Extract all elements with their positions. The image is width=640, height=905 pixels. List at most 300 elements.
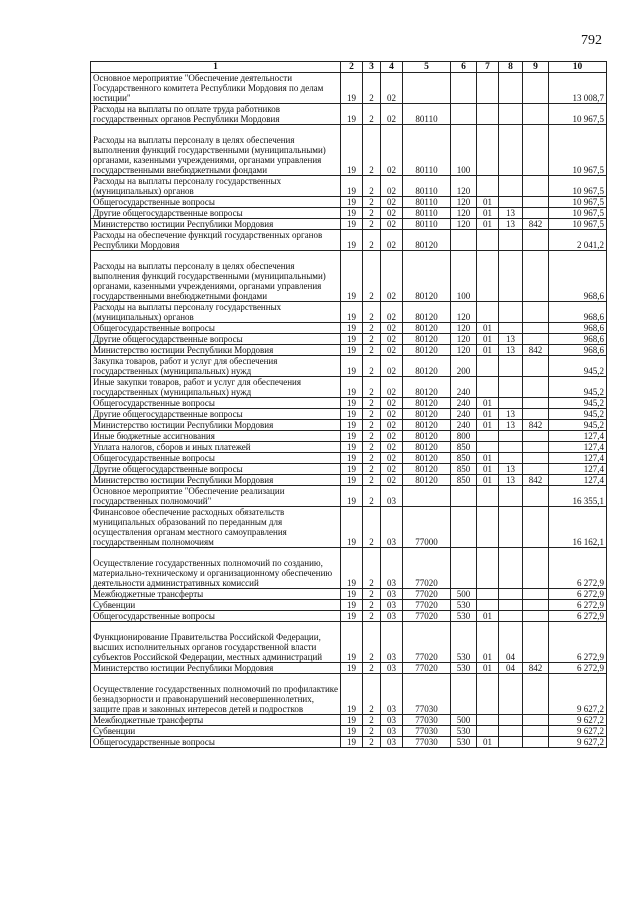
- amount-cell: 6 272,9: [549, 589, 607, 600]
- code-cell: 2: [363, 125, 381, 176]
- code-cell: [523, 197, 549, 208]
- amount-cell: 16 162,1: [549, 507, 607, 548]
- row-name-cell: Расходы на выплаты персоналу в целях обеспечения выполнения функций государственными (муниципальными) органами, казенными учреждениями, органами управления государственными внебюджетными фондами: [91, 251, 341, 302]
- code-cell: [477, 726, 499, 737]
- table-row: [91, 464, 607, 475]
- code-cell: 03: [381, 507, 403, 548]
- code-cell: 77020: [403, 548, 451, 589]
- code-cell: [499, 715, 523, 726]
- code-cell: [499, 737, 523, 748]
- code-cell: [523, 334, 549, 345]
- code-cell: 13: [499, 334, 523, 345]
- code-cell: [523, 356, 549, 377]
- table-row: [91, 726, 607, 737]
- code-cell: 02: [381, 230, 403, 251]
- code-cell: 19: [341, 345, 363, 356]
- code-cell: 02: [381, 377, 403, 398]
- column-header: 5: [403, 62, 451, 73]
- code-cell: 02: [381, 251, 403, 302]
- code-cell: [451, 104, 477, 125]
- code-cell: 80110: [403, 197, 451, 208]
- code-cell: 03: [381, 600, 403, 611]
- code-cell: 19: [341, 73, 363, 104]
- code-cell: 530: [451, 737, 477, 748]
- table-row: [91, 377, 607, 398]
- code-cell: 13: [499, 219, 523, 230]
- code-cell: [523, 431, 549, 442]
- code-cell: 19: [341, 377, 363, 398]
- code-cell: 530: [451, 600, 477, 611]
- code-cell: 2: [363, 600, 381, 611]
- code-cell: [477, 377, 499, 398]
- amount-cell: 6 272,9: [549, 663, 607, 674]
- table-row: [91, 431, 607, 442]
- code-cell: [499, 453, 523, 464]
- code-cell: [499, 197, 523, 208]
- code-cell: [477, 104, 499, 125]
- code-cell: 2: [363, 219, 381, 230]
- code-cell: 77030: [403, 674, 451, 715]
- row-name-cell: Уплата налогов, сборов и иных платежей: [91, 442, 341, 453]
- code-cell: 02: [381, 125, 403, 176]
- code-cell: 2: [363, 251, 381, 302]
- code-cell: [499, 323, 523, 334]
- table-row: [91, 398, 607, 409]
- row-name-cell: Общегосударственные вопросы: [91, 398, 341, 409]
- code-cell: 13: [499, 409, 523, 420]
- code-cell: [477, 589, 499, 600]
- amount-cell: 945,2: [549, 377, 607, 398]
- code-cell: 120: [451, 345, 477, 356]
- table-row: [91, 356, 607, 377]
- code-cell: 19: [341, 548, 363, 589]
- code-cell: 2: [363, 475, 381, 486]
- row-name-cell: Расходы на выплаты персоналу государственных (муниципальных) органов: [91, 302, 341, 323]
- row-name-cell: Финансовое обеспечение расходных обязательств муниципальных образований по переданным для осуществления органам местного самоуправления государственным полномочиям: [91, 507, 341, 548]
- code-cell: [499, 377, 523, 398]
- code-cell: 01: [477, 663, 499, 674]
- code-cell: 80120: [403, 420, 451, 431]
- code-cell: [523, 622, 549, 663]
- code-cell: [499, 589, 523, 600]
- code-cell: 19: [341, 409, 363, 420]
- code-cell: 2: [363, 334, 381, 345]
- column-header: 8: [499, 62, 523, 73]
- code-cell: 500: [451, 715, 477, 726]
- code-cell: 19: [341, 431, 363, 442]
- table-row: [91, 208, 607, 219]
- row-name-cell: Общегосударственные вопросы: [91, 197, 341, 208]
- amount-cell: 127,4: [549, 442, 607, 453]
- code-cell: 120: [451, 334, 477, 345]
- table-header-row: [91, 62, 607, 73]
- code-cell: 80120: [403, 251, 451, 302]
- code-cell: 2: [363, 486, 381, 507]
- amount-cell: 10 967,5: [549, 208, 607, 219]
- row-name-cell: Министерство юстиции Республики Мордовия: [91, 219, 341, 230]
- code-cell: 01: [477, 345, 499, 356]
- code-cell: [499, 125, 523, 176]
- code-cell: 19: [341, 464, 363, 475]
- code-cell: 530: [451, 726, 477, 737]
- code-cell: 02: [381, 208, 403, 219]
- table-body: [91, 73, 607, 748]
- code-cell: 2: [363, 464, 381, 475]
- code-cell: 19: [341, 230, 363, 251]
- code-cell: 01: [477, 197, 499, 208]
- code-cell: [523, 453, 549, 464]
- table-row: [91, 73, 607, 104]
- code-cell: 19: [341, 442, 363, 453]
- code-cell: 80120: [403, 356, 451, 377]
- code-cell: 842: [523, 420, 549, 431]
- code-cell: 500: [451, 589, 477, 600]
- code-cell: 2: [363, 726, 381, 737]
- code-cell: [403, 73, 451, 104]
- code-cell: [499, 507, 523, 548]
- code-cell: 2: [363, 453, 381, 464]
- code-cell: 850: [451, 453, 477, 464]
- code-cell: 19: [341, 726, 363, 737]
- code-cell: 01: [477, 622, 499, 663]
- page-number: 792: [581, 33, 602, 48]
- code-cell: 2: [363, 323, 381, 334]
- code-cell: 19: [341, 486, 363, 507]
- column-header: 6: [451, 62, 477, 73]
- code-cell: 120: [451, 208, 477, 219]
- code-cell: 02: [381, 197, 403, 208]
- budget-table: [90, 61, 607, 748]
- code-cell: [477, 600, 499, 611]
- code-cell: 19: [341, 737, 363, 748]
- code-cell: [499, 104, 523, 125]
- table-row: [91, 600, 607, 611]
- code-cell: 19: [341, 323, 363, 334]
- code-cell: 01: [477, 737, 499, 748]
- code-cell: 02: [381, 464, 403, 475]
- code-cell: 80120: [403, 453, 451, 464]
- code-cell: 02: [381, 176, 403, 197]
- amount-cell: 127,4: [549, 453, 607, 464]
- amount-cell: 6 272,9: [549, 622, 607, 663]
- code-cell: 842: [523, 475, 549, 486]
- code-cell: 2: [363, 73, 381, 104]
- code-cell: 2: [363, 548, 381, 589]
- code-cell: [523, 377, 549, 398]
- code-cell: 01: [477, 219, 499, 230]
- code-cell: 2: [363, 356, 381, 377]
- code-cell: 19: [341, 219, 363, 230]
- code-cell: 01: [477, 409, 499, 420]
- amount-cell: 968,6: [549, 302, 607, 323]
- table-row: [91, 409, 607, 420]
- code-cell: [499, 726, 523, 737]
- code-cell: 01: [477, 453, 499, 464]
- row-name-cell: Другие общегосударственные вопросы: [91, 464, 341, 475]
- row-name-cell: Министерство юстиции Республики Мордовия: [91, 420, 341, 431]
- code-cell: [477, 356, 499, 377]
- row-name-cell: Расходы на выплаты персоналу в целях обеспечения выполнения функций государственными (муниципальными) органами, казенными учреждениями, органами управления государственными внебюджетными фондами: [91, 125, 341, 176]
- code-cell: 77020: [403, 611, 451, 622]
- code-cell: [523, 548, 549, 589]
- code-cell: 80110: [403, 208, 451, 219]
- code-cell: [451, 230, 477, 251]
- code-cell: [451, 507, 477, 548]
- code-cell: [499, 431, 523, 442]
- code-cell: [477, 715, 499, 726]
- code-cell: 77020: [403, 622, 451, 663]
- table-row: [91, 453, 607, 464]
- row-name-cell: Закупка товаров, работ и услуг для обеспечения государственных (муниципальных) нужд: [91, 356, 341, 377]
- row-name-cell: Межбюджетные трансферты: [91, 715, 341, 726]
- row-name-cell: Межбюджетные трансферты: [91, 589, 341, 600]
- code-cell: [523, 674, 549, 715]
- table-row: [91, 737, 607, 748]
- code-cell: 2: [363, 409, 381, 420]
- code-cell: 19: [341, 420, 363, 431]
- table-row: [91, 507, 607, 548]
- table-row: [91, 486, 607, 507]
- table-row: [91, 302, 607, 323]
- code-cell: [523, 302, 549, 323]
- column-header: 9: [523, 62, 549, 73]
- table-row: [91, 589, 607, 600]
- code-cell: 2: [363, 674, 381, 715]
- code-cell: [499, 674, 523, 715]
- code-cell: 03: [381, 548, 403, 589]
- amount-cell: 10 967,5: [549, 197, 607, 208]
- column-header: 1: [91, 62, 341, 73]
- code-cell: [477, 302, 499, 323]
- code-cell: 19: [341, 600, 363, 611]
- code-cell: 80120: [403, 431, 451, 442]
- row-name-cell: Другие общегосударственные вопросы: [91, 409, 341, 420]
- code-cell: [499, 302, 523, 323]
- code-cell: 80120: [403, 230, 451, 251]
- code-cell: 842: [523, 663, 549, 674]
- table-row: [91, 197, 607, 208]
- row-name-cell: Осуществление государственных полномочий по созданию, материально-техническому и организационному обеспечению деятельности административных комиссий: [91, 548, 341, 589]
- code-cell: 77020: [403, 600, 451, 611]
- code-cell: 2: [363, 611, 381, 622]
- code-cell: 19: [341, 611, 363, 622]
- code-cell: [523, 442, 549, 453]
- table-row: [91, 104, 607, 125]
- amount-cell: 127,4: [549, 475, 607, 486]
- code-cell: 02: [381, 420, 403, 431]
- code-cell: 13: [499, 475, 523, 486]
- code-cell: [523, 230, 549, 251]
- amount-cell: 9 627,2: [549, 674, 607, 715]
- code-cell: [477, 548, 499, 589]
- column-header: 2: [341, 62, 363, 73]
- code-cell: [523, 726, 549, 737]
- code-cell: 120: [451, 302, 477, 323]
- code-cell: [523, 208, 549, 219]
- row-name-cell: Расходы на выплаты персоналу государственных (муниципальных) органов: [91, 176, 341, 197]
- code-cell: 2: [363, 507, 381, 548]
- code-cell: 03: [381, 486, 403, 507]
- code-cell: 2: [363, 663, 381, 674]
- code-cell: 03: [381, 674, 403, 715]
- code-cell: 19: [341, 104, 363, 125]
- code-cell: 04: [499, 663, 523, 674]
- amount-cell: 9 627,2: [549, 715, 607, 726]
- row-name-cell: Субвенции: [91, 600, 341, 611]
- code-cell: 77020: [403, 589, 451, 600]
- code-cell: 850: [451, 442, 477, 453]
- code-cell: 850: [451, 475, 477, 486]
- code-cell: 03: [381, 715, 403, 726]
- amount-cell: 10 967,5: [549, 176, 607, 197]
- table-row: [91, 420, 607, 431]
- code-cell: 2: [363, 431, 381, 442]
- code-cell: [403, 486, 451, 507]
- code-cell: [523, 737, 549, 748]
- code-cell: 80120: [403, 442, 451, 453]
- code-cell: 842: [523, 219, 549, 230]
- code-cell: [523, 125, 549, 176]
- amount-cell: 2 041,2: [549, 230, 607, 251]
- table-row: [91, 715, 607, 726]
- code-cell: 2: [363, 208, 381, 219]
- code-cell: 02: [381, 73, 403, 104]
- code-cell: [499, 251, 523, 302]
- code-cell: 2: [363, 442, 381, 453]
- table-row: [91, 219, 607, 230]
- code-cell: [523, 611, 549, 622]
- code-cell: 01: [477, 398, 499, 409]
- code-cell: [477, 674, 499, 715]
- code-cell: [499, 230, 523, 251]
- code-cell: 04: [499, 622, 523, 663]
- code-cell: [499, 398, 523, 409]
- code-cell: [477, 507, 499, 548]
- code-cell: 240: [451, 420, 477, 431]
- column-header: 4: [381, 62, 403, 73]
- amount-cell: 10 967,5: [549, 104, 607, 125]
- code-cell: 01: [477, 420, 499, 431]
- code-cell: 2: [363, 302, 381, 323]
- code-cell: 2: [363, 230, 381, 251]
- code-cell: 2: [363, 622, 381, 663]
- code-cell: 2: [363, 737, 381, 748]
- code-cell: 240: [451, 398, 477, 409]
- code-cell: 13: [499, 420, 523, 431]
- code-cell: 19: [341, 398, 363, 409]
- code-cell: 77030: [403, 726, 451, 737]
- code-cell: [523, 398, 549, 409]
- code-cell: [499, 442, 523, 453]
- code-cell: 01: [477, 464, 499, 475]
- code-cell: 02: [381, 302, 403, 323]
- code-cell: 19: [341, 453, 363, 464]
- amount-cell: 6 272,9: [549, 600, 607, 611]
- amount-cell: 945,2: [549, 356, 607, 377]
- amount-cell: 127,4: [549, 464, 607, 475]
- table-row: [91, 475, 607, 486]
- code-cell: 02: [381, 323, 403, 334]
- code-cell: 200: [451, 356, 477, 377]
- code-cell: [477, 125, 499, 176]
- row-name-cell: Расходы на выплаты по оплате труда работников государственных органов Республики Мордовия: [91, 104, 341, 125]
- code-cell: 80120: [403, 345, 451, 356]
- code-cell: 13: [499, 345, 523, 356]
- code-cell: 03: [381, 726, 403, 737]
- code-cell: 19: [341, 589, 363, 600]
- code-cell: 800: [451, 431, 477, 442]
- code-cell: 03: [381, 611, 403, 622]
- code-cell: 02: [381, 398, 403, 409]
- code-cell: 80110: [403, 104, 451, 125]
- code-cell: 100: [451, 125, 477, 176]
- code-cell: 19: [341, 674, 363, 715]
- row-name-cell: Другие общегосударственные вопросы: [91, 334, 341, 345]
- row-name-cell: Министерство юстиции Республики Мордовия: [91, 345, 341, 356]
- code-cell: 19: [341, 622, 363, 663]
- table-row: [91, 674, 607, 715]
- code-cell: 01: [477, 334, 499, 345]
- code-cell: 02: [381, 334, 403, 345]
- code-cell: [499, 600, 523, 611]
- code-cell: 02: [381, 431, 403, 442]
- code-cell: 2: [363, 345, 381, 356]
- row-name-cell: Осуществление государственных полномочий по профилактике безнадзорности и правонарушений несовершеннолетних, защите прав и законных интересов детей и подростков: [91, 674, 341, 715]
- code-cell: 19: [341, 507, 363, 548]
- code-cell: [523, 464, 549, 475]
- code-cell: 2: [363, 377, 381, 398]
- code-cell: [523, 600, 549, 611]
- row-name-cell: Общегосударственные вопросы: [91, 737, 341, 748]
- code-cell: 03: [381, 663, 403, 674]
- code-cell: 02: [381, 442, 403, 453]
- row-name-cell: Основное мероприятие "Обеспечение реализации государственных полномочий": [91, 486, 341, 507]
- amount-cell: 10 967,5: [549, 219, 607, 230]
- amount-cell: 968,6: [549, 334, 607, 345]
- code-cell: [477, 73, 499, 104]
- code-cell: [523, 409, 549, 420]
- code-cell: [523, 486, 549, 507]
- code-cell: 19: [341, 663, 363, 674]
- code-cell: 80120: [403, 302, 451, 323]
- code-cell: 02: [381, 453, 403, 464]
- table-row: [91, 334, 607, 345]
- code-cell: [499, 548, 523, 589]
- code-cell: 2: [363, 420, 381, 431]
- code-cell: [477, 251, 499, 302]
- code-cell: 19: [341, 251, 363, 302]
- code-cell: 02: [381, 104, 403, 125]
- table-row: [91, 323, 607, 334]
- code-cell: 19: [341, 715, 363, 726]
- row-name-cell: Расходы на обеспечение функций государственных органов Республики Мордовия: [91, 230, 341, 251]
- code-cell: 02: [381, 345, 403, 356]
- code-cell: 19: [341, 475, 363, 486]
- column-header: 7: [477, 62, 499, 73]
- code-cell: [451, 674, 477, 715]
- row-name-cell: Общегосударственные вопросы: [91, 453, 341, 464]
- code-cell: 19: [341, 197, 363, 208]
- code-cell: 2: [363, 104, 381, 125]
- code-cell: 80110: [403, 219, 451, 230]
- column-header: 3: [363, 62, 381, 73]
- code-cell: 80120: [403, 334, 451, 345]
- code-cell: 13: [499, 208, 523, 219]
- code-cell: [451, 73, 477, 104]
- code-cell: 80110: [403, 176, 451, 197]
- amount-cell: 6 272,9: [549, 548, 607, 589]
- table-row: [91, 176, 607, 197]
